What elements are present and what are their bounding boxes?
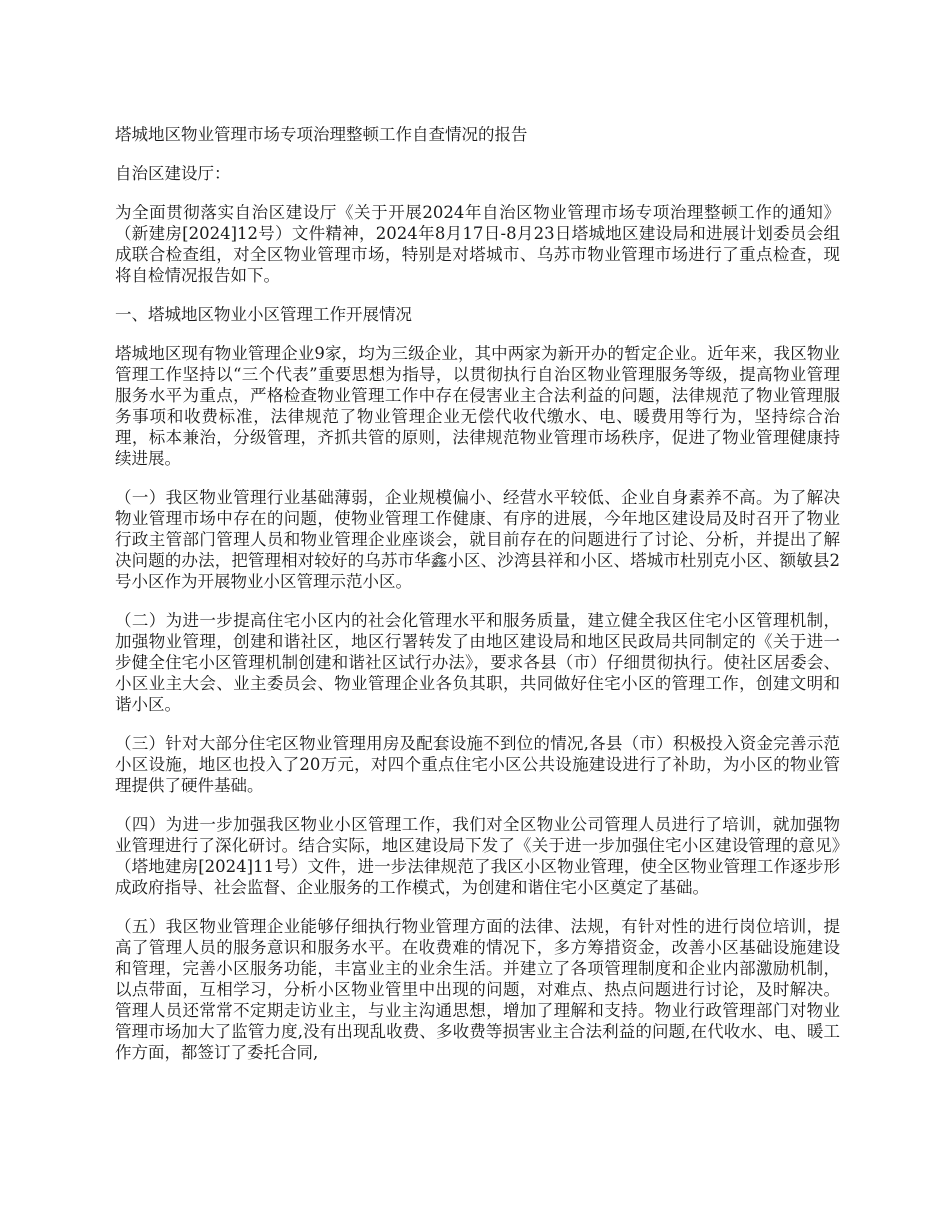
intro-paragraph: 为全面贯彻落实自治区建设厅《关于开展2024年自治区物业管理市场专项治理整顿工作的通知》（新建房[2024]12号）文件精神，2024年8月17日-8月23日塔城地区建设局和进展计划委员会组成联合检查组，对全区物业管理市场，特别是对塔城市、乌苏市物业管理市场进行了重点检查，现将自检情况报告如下。 [115, 203, 840, 285]
section-heading: 一、塔城地区物业小区管理工作开展情况 [115, 305, 412, 324]
item-paragraph-2: （二）为进一步提高住宅小区内的社会化管理水平和服务质量，建立健全我区住宅小区管理机制，加强物业管理，创建和谐社区，地区行署转发了由地区建设局和地区民政局共同制定的《关于进一步健全住宅小区管理机制创建和谐社区试行办法》，要求各县（市）仔细贯彻执行。使社区居委会、小区业主大会、业主委员会、物业管理企业各负其职，共同做好住宅小区的管理工作，创建文明和谐小区。 [115, 611, 840, 714]
item-paragraph-3: （三）针对大部分住宅区物业管理用房及配套设施不到位的情况,各县（市）积极投入资金完善示范小区设施，地区也投入了20万元，对四个重点住宅小区公共设施建设进行了补助，为小区的物业管理提供了硬件基础。 [115, 734, 840, 795]
document-title: 塔城地区物业管理市场专项治理整顿工作自查情况的报告 [115, 125, 528, 144]
section-body-paragraph: 塔城地区现有物业管理企业9家，均为三级企业，其中两家为新开办的暂定企业。近年来，我区物业管理工作坚持以“三个代表”重要思想为指导，以贯彻执行自治区物业管理服务等级，提高物业管理服务水平为重点，严格检查物业管理工作中存在侵害业主合法利益的问题，法律规范了物业管理服务事项和收费标准，法律规范了物业管理企业无偿代收代缴水、电、暖费用等行为，坚持综合治理，标本兼治，分级管理，齐抓共管的原则，法律规范物业管理市场秩序，促进了物业管理健康持续进展。 [115, 344, 840, 468]
salutation: 自治区建设厅： [115, 164, 231, 183]
item-paragraph-1: （一）我区物业管理行业基础薄弱，企业规模偏小、经营水平较低、企业自身素养不高。为了解决物业管理市场中存在的问题，使物业管理工作健康、有序的进展，今年地区建设局及时召开了物业行政主管部门管理人员和物业管理企业座谈会，就目前存在的问题进行了讨论、分析，并提出了解决问题的办法，把管理相对较好的乌苏市华鑫小区、沙湾县祥和小区、塔城市杜别克小区、额敏县2号小区作为开展物业小区管理示范小区。 [115, 488, 840, 591]
document-page [115, 124, 840, 1081]
item-paragraph-5: （五）我区物业管理企业能够仔细执行物业管理方面的法律、法规，有针对性的进行岗位培训，提高了管理人员的服务意识和服务水平。在收费难的情况下，多方筹措资金，改善小区基础设施建设和管理，完善小区服务功能，丰富业主的业余生活。并建立了各项管理制度和企业内部激励机制，以点带面，互相学习，分析小区物业管里中出现的问题，对难点、热点问题进行讨论，及时解决。管理人员还常常不定期走访业主，与业主沟通思想，增加了理解和支持。物业行政管理部门对物业管理市场加大了监管力度,没有出现乱收费、多收费等损害业主合法利益的问题,在代收水、电、暖工作方面，都签订了委托合同, [115, 917, 840, 1062]
item-paragraph-4: （四）为进一步加强我区物业小区管理工作，我们对全区物业公司管理人员进行了培训，就加强物业管理进行了深化研讨。结合实际，地区建设局下发了《关于进一步加强住宅小区建设管理的意见》（塔地建房[2024]11号）文件，进一步法律规范了我区小区物业管理，使全区物业管理工作逐步形成政府指导、社会监督、企业服务的工作模式，为创建和谐住宅小区奠定了基础。 [115, 815, 840, 897]
